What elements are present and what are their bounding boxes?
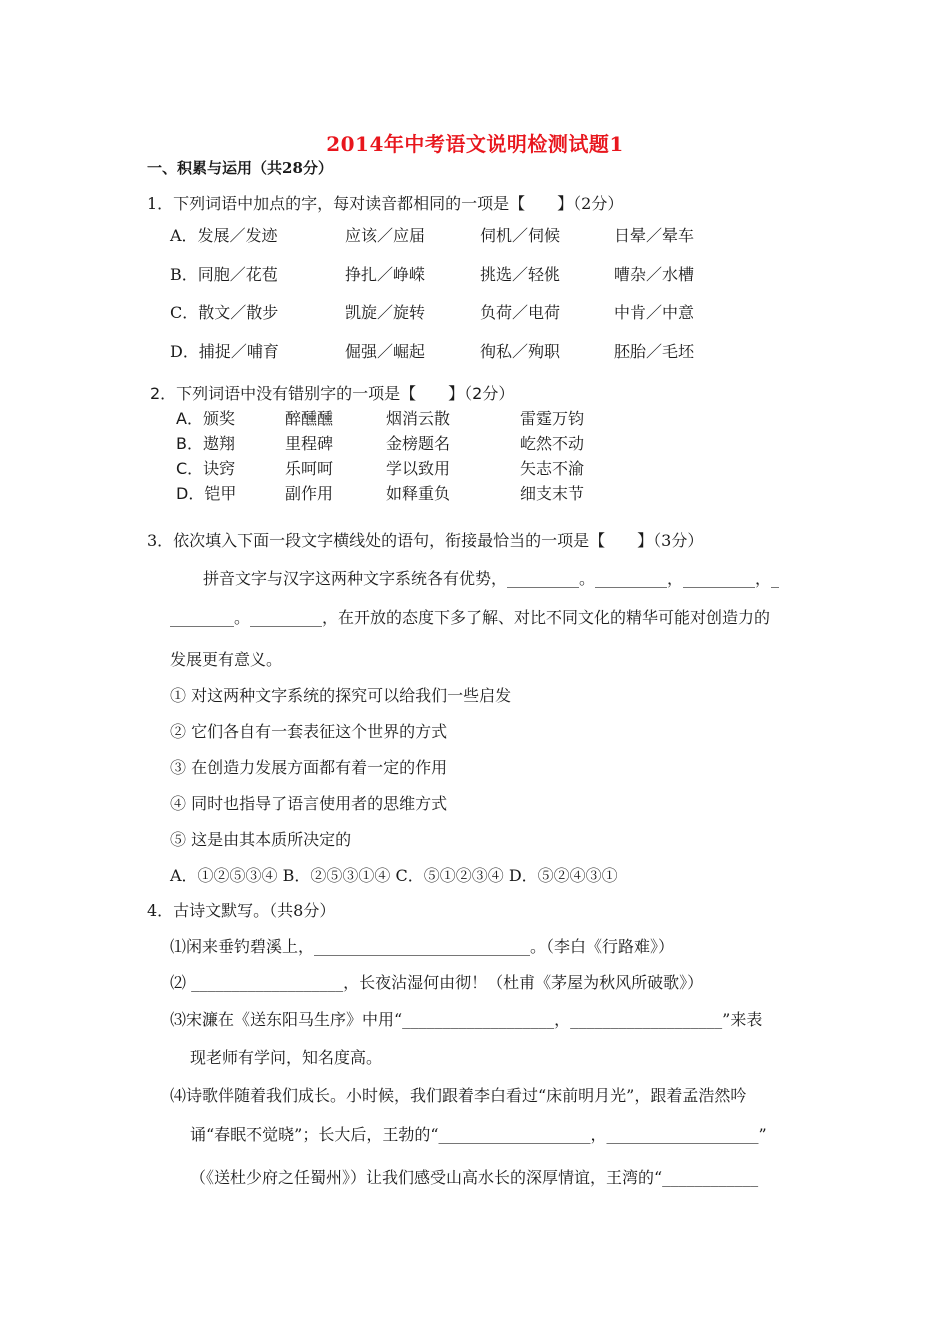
question-3-option: ④ 同时也指导了语言使用者的思维方式	[170, 794, 448, 813]
question-4-stem: 4．古诗文默写。（共8分）	[147, 901, 336, 920]
question-2-option-cell: B．遨翔	[176, 434, 235, 453]
question-1-option-cell: D．捕捉／哺育	[170, 342, 279, 361]
question-3-answers: A．①②⑤③④ B．②⑤③①④ C．⑤①②③④ D．⑤②④③①	[170, 866, 618, 885]
question-4-line-4c: （《送杜少府之任蜀州》）让我们感受山高水长的深厚情谊，王湾的“____________	[190, 1168, 759, 1187]
question-4-line-4a: ⑷诗歌伴随着我们成长。小时候，我们跟着李白看过“床前明月光”，跟着孟浩然吟	[170, 1086, 747, 1105]
question-2-option-cell: 金榜题名	[386, 434, 451, 453]
question-1-option-cell: 徇私／殉职	[480, 342, 561, 361]
question-1-option-cell: 负荷／电荷	[480, 303, 561, 322]
question-1-option-cell: 倔强／崛起	[345, 342, 426, 361]
question-3-stem: 3．依次填入下面一段文字横线处的语句，衔接最恰当的一项是【 】（3分）	[147, 531, 704, 550]
question-1-option-cell: 中肯／中意	[614, 303, 695, 322]
question-2-option-cell: A．颁奖	[176, 409, 235, 428]
question-1-option-cell: 应该／应届	[345, 226, 426, 245]
question-3-option: ② 它们各自有一套表征这个世界的方式	[170, 722, 448, 741]
question-1-option-cell: 挑选／轻佻	[480, 265, 561, 284]
question-3-paragraph-line-2: ________。_________，在开放的态度下多了解、对比不同文化的精华可能对创造力的	[170, 608, 771, 627]
question-2-option-cell: 乐呵呵	[285, 459, 334, 478]
question-2-stem: 2．下列词语中没有错别字的一项是【 】（2分）	[150, 384, 515, 403]
question-2-option-cell: 烟消云散	[386, 409, 451, 428]
question-1-option-cell: 凯旋／旋转	[345, 303, 426, 322]
question-2-option-cell: 矢志不渝	[520, 459, 585, 478]
question-4-line-3b: 现老师有学问，知名度高。	[190, 1048, 383, 1067]
question-1-option-cell: 伺机／伺候	[480, 226, 561, 245]
question-2-option-cell: 里程碑	[285, 434, 334, 453]
question-3-paragraph-line-1: 拼音文字与汉字这两种文字系统各有优势，_________。_________，_________，_	[203, 569, 780, 588]
question-2-option-cell: 如释重负	[386, 484, 451, 503]
question-1-option-cell: 嘈杂／水槽	[614, 265, 695, 284]
question-4-line-3a: ⑶宋濂在《送东阳马生序》中用“___________________，___________________”来表	[170, 1010, 763, 1029]
question-3-paragraph-line-3: 发展更有意义。	[170, 650, 283, 669]
question-2-option-cell: 副作用	[285, 484, 334, 503]
question-1-option-cell: C．散文／散步	[170, 303, 279, 322]
question-4-line-4b: 诵“春眠不觉晓”；长大后，王勃的“___________________，___________________”	[190, 1125, 767, 1144]
question-1-stem: 1．下列词语中加点的字，每对读音都相同的一项是【 】（2分）	[147, 194, 624, 213]
question-4-line-2: ⑵ ___________________，长夜沾湿何由彻！（杜甫《茅屋为秋风所破歌》）	[170, 973, 704, 992]
question-2-option-cell: 雷霆万钧	[520, 409, 585, 428]
question-2-option-cell: 屹然不动	[520, 434, 585, 453]
question-2-option-cell: 细支末节	[520, 484, 585, 503]
question-2-option-cell: 醉醺醺	[285, 409, 334, 428]
question-1-option-cell: A．发展／发迹	[170, 226, 278, 245]
section-heading: 一、积累与运用（共28分）	[147, 159, 333, 177]
question-2-option-cell: C．诀窍	[176, 459, 236, 478]
question-3-option: ⑤ 这是由其本质所决定的	[170, 830, 352, 849]
page-title: 2014年中考语文说明检测试题1	[326, 132, 624, 156]
question-3-option: ③ 在创造力发展方面都有着一定的作用	[170, 758, 448, 777]
question-2-option-cell: 学以致用	[386, 459, 451, 478]
question-1-option-cell: 日晕／晕车	[614, 226, 695, 245]
question-1-option-cell: 胚胎／毛坯	[614, 342, 695, 361]
question-4-line-1: ⑴闲来垂钓碧溪上，___________________________。（李白《行路难》）	[170, 937, 675, 956]
question-2-option-cell: D．铠甲	[176, 484, 237, 503]
question-1-option-cell: 挣扎／峥嵘	[345, 265, 426, 284]
question-1-option-cell: B．同胞／花苞	[170, 265, 278, 284]
question-3-option: ① 对这两种文字系统的探究可以给我们一些启发	[170, 686, 512, 705]
